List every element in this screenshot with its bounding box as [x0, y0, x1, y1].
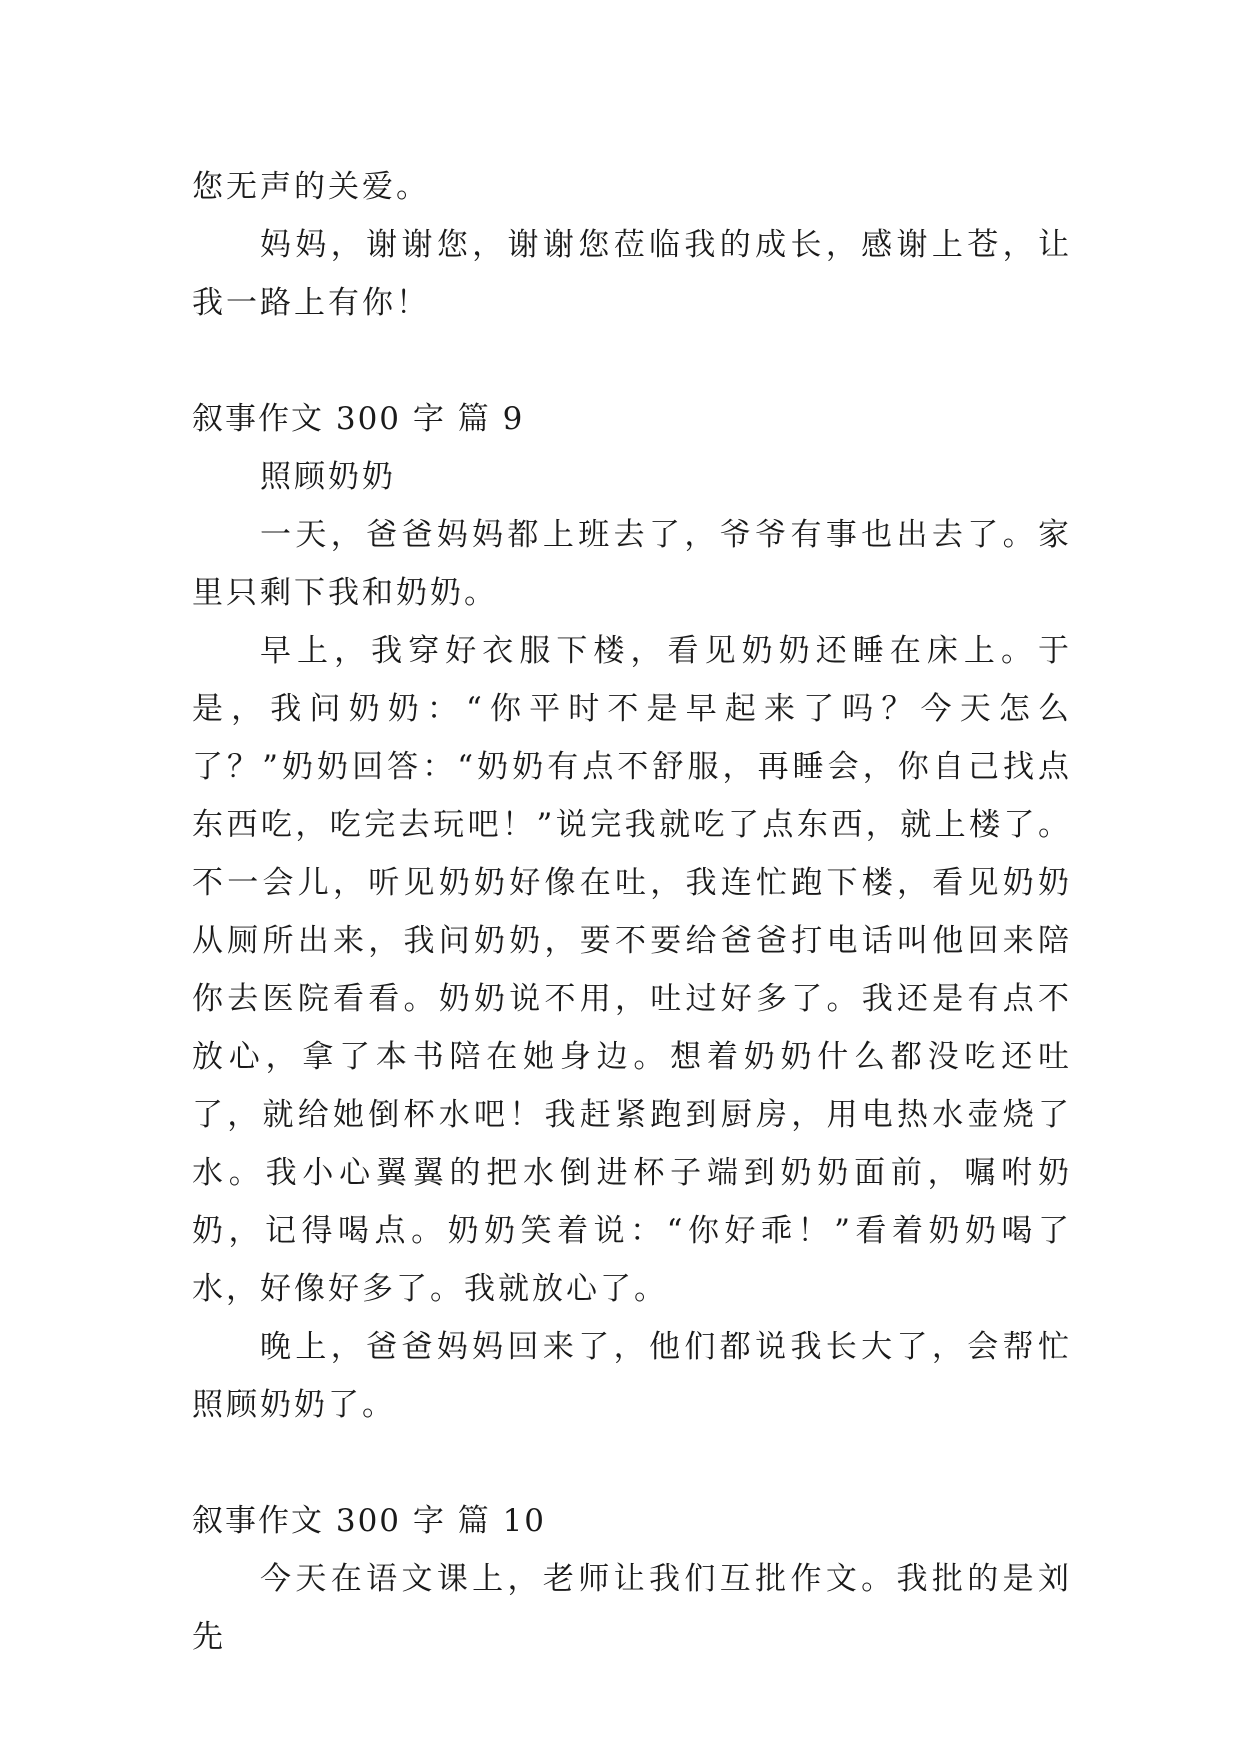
paragraph-today-chinese-class: 今天在语文课上，老师让我们互批作文。我批的是刘先: [192, 1561, 1072, 1655]
paragraph-one-day: 一天，爸爸妈妈都上班去了，爷爷有事也出去了。家里只剩下我和奶奶。: [192, 517, 1072, 611]
section-spacer: [192, 1434, 1072, 1492]
paragraph-thanks-mother: 妈妈，谢谢您，谢谢您莅临我的成长，感谢上苍，让我一路上有你！: [192, 227, 1072, 321]
document-body: [192, 158, 1072, 1666]
paragraph-morning: 早上，我穿好衣服下楼，看见奶奶还睡在床上。于是，我问奶奶：“你平时不是早起来了吗？今天怎么了？”奶奶回答：“奶奶有点不舒服，再睡会，你自己找点东西吃，吃完去玩吧！”说完我就吃了点东西，就上楼了。不一会儿，听见奶奶好像在吐，我连忙跑下楼，看见奶奶从厕所出来，我问奶奶，要不要给爸爸打电话叫他回来陪你去医院看看。奶奶说不用，吐过好多了。我还是有点不放心，拿了本书陪在她身边。想着奶奶什么都没吃还吐了，就给她倒杯水吧！我赶紧跑到厨房，用电热水壶烧了水。我小心翼翼的把水倒进杯子端到奶奶面前，嘱咐奶奶，记得喝点。奶奶笑着说：“你好乖！”看着奶奶喝了水，好像好多了。我就放心了。: [192, 633, 1072, 1307]
section-heading-9: 叙事作文 300 字 篇 9: [192, 401, 525, 437]
section-spacer: [192, 332, 1072, 390]
essay-title-caring-grandma: 照顾奶奶: [260, 459, 396, 495]
paragraph-closing-line: 您无声的关爱。: [192, 169, 430, 205]
section-heading-10: 叙事作文 300 字 篇 10: [192, 1503, 547, 1539]
paragraph-evening: 晚上，爸爸妈妈回来了，他们都说我长大了，会帮忙照顾奶奶了。: [192, 1329, 1072, 1423]
